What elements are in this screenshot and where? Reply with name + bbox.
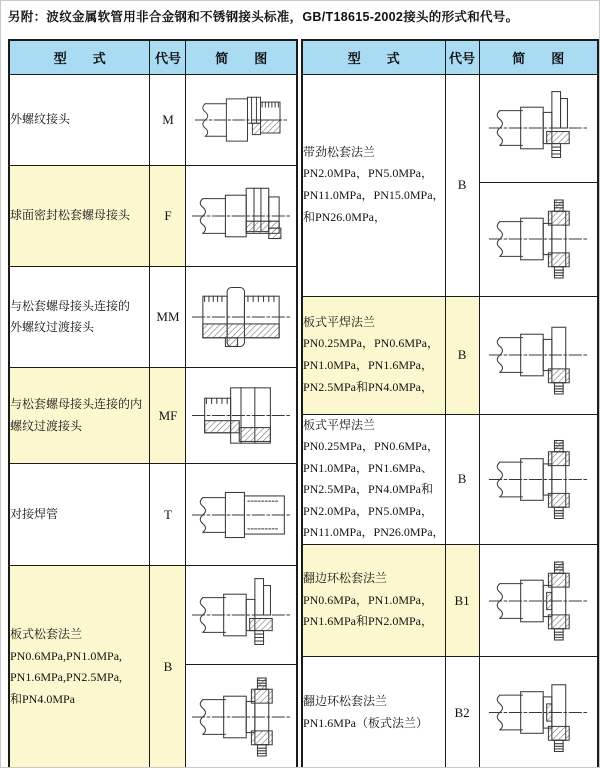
type-line: PN11.0MPa，PN26.0MPa，: [302, 525, 445, 540]
diagram-cell: [186, 664, 297, 768]
table-row: [9, 165, 297, 266]
diagram-lapped-collar-flange: [486, 551, 590, 651]
table-row: [302, 414, 598, 545]
diagram-plate-loose-flange: [189, 572, 293, 658]
fitting-table-left: [8, 39, 298, 768]
column-header-code: 代号: [445, 40, 479, 74]
type-line: 板式松套法兰: [10, 626, 83, 641]
diagram-cell: [186, 165, 297, 266]
type-cell: [9, 565, 150, 768]
type-line: PN1.0MPa，PN1.6MPa、: [302, 460, 433, 475]
diagram-butt-weld-pipe: [189, 471, 293, 559]
code-cell: T: [150, 464, 186, 565]
type-line: 翻边环松套法兰: [302, 694, 387, 709]
table-row: [9, 267, 297, 368]
type-line: PN1.0MPa，PN1.6MPa，: [302, 358, 433, 372]
diagram-cell: [186, 267, 297, 368]
type-line: PN0.6MPa，PN1.0MPa，: [302, 592, 433, 607]
code-cell: M: [150, 74, 186, 165]
diagram-cell: [186, 565, 297, 664]
type-cell: [9, 165, 150, 266]
diagram-cell: [186, 464, 297, 565]
type-line: 外螺纹过渡接头: [10, 320, 95, 335]
diagram-plate-loose-flange-bolted: [189, 671, 293, 763]
code-cell: MF: [150, 368, 186, 464]
type-line: 板式平焊法兰: [302, 417, 375, 432]
table-row: [9, 464, 297, 565]
diagram-plate-weld-flange: [486, 302, 590, 408]
type-cell: [9, 368, 150, 464]
diagram-cell: [479, 74, 598, 182]
type-line: PN1.6MPa（板式法兰）: [302, 715, 428, 730]
code-cell: B1: [445, 545, 479, 657]
type-cell: [9, 267, 150, 368]
type-line: PN2.5MPa，PN4.0MPa和: [302, 482, 433, 497]
header-row: [302, 40, 598, 74]
table-row: [9, 74, 297, 165]
type-line: PN0.6MPa,PN1.0MPa,: [10, 648, 123, 663]
type-line: PN2.0MPa，PN5.0MPa，: [302, 503, 433, 518]
diagram-cell: [479, 182, 598, 296]
type-cell: [302, 296, 445, 414]
diagram-cell: [479, 545, 598, 657]
code-cell: B: [445, 296, 479, 414]
column-header-diagram: 简 图: [479, 40, 598, 74]
page-caption: 另附：波纹金属软管用非合金钢和不锈钢接头标准，GB/T18615-2002接头的形式和代号。: [8, 10, 519, 24]
code-cell: MM: [150, 267, 186, 368]
type-cell: [302, 414, 445, 545]
table-row: [302, 74, 598, 182]
table-row: [302, 657, 598, 768]
column-header-type: 型 式: [302, 40, 445, 74]
diagram-union-nut-fitting: [189, 172, 293, 260]
type-line: PN1.6MPa,PN2.5MPa,: [10, 670, 123, 685]
diagram-neck-loose-flange-bolted: [486, 188, 590, 290]
type-line: 与松套螺母接头连接的: [10, 298, 131, 313]
type-line: 外螺纹接头: [10, 112, 71, 127]
diagram-plate-weld-flange-alt: [486, 423, 590, 536]
type-line: 板式平焊法兰: [302, 314, 375, 329]
type-line: 带劲松套法兰: [302, 144, 375, 159]
diagram-cell: [479, 657, 598, 768]
type-line: 与松套螺母接头连接的内: [10, 397, 143, 412]
type-line: 球面密封松套螺母接头: [10, 208, 131, 223]
type-line: 和PN4.0MPa: [10, 691, 76, 706]
fitting-table-right: [301, 39, 599, 768]
type-line: PN1.6MPa和PN2.0MPa，: [302, 614, 433, 629]
column-header-type: 型 式: [9, 40, 150, 74]
type-line: 和PN26.0MPa，: [302, 209, 386, 224]
code-cell: B2: [445, 657, 479, 768]
column-header-diagram: 简 图: [186, 40, 297, 74]
header-row: [9, 40, 297, 74]
diagram-cell: [186, 74, 297, 165]
type-line: PN0.25MPa，PN0.6MPa，: [302, 439, 439, 454]
type-cell: [302, 657, 445, 768]
table-row: [9, 368, 297, 464]
type-cell: [302, 545, 445, 657]
tables-area: [8, 39, 599, 768]
diagram-neck-loose-flange: [486, 80, 590, 176]
type-line: 螺纹过渡接头: [10, 418, 83, 433]
code-cell: B: [445, 414, 479, 545]
diagram-male-thread-fitting: [189, 81, 293, 159]
code-cell: B: [150, 565, 186, 768]
table-row: [302, 296, 598, 414]
code-cell: B: [445, 74, 479, 296]
table-row: [302, 545, 598, 657]
type-cell: [302, 74, 445, 296]
diagram-male-female-adapter: [189, 374, 293, 457]
type-line: 翻边环松套法兰: [302, 571, 387, 586]
column-header-code: 代号: [150, 40, 186, 74]
type-line: PN2.0MPa，PN5.0MPa，: [302, 166, 433, 181]
diagram-male-male-adapter: [189, 273, 293, 361]
type-line: PN0.25MPa，PN0.6MPa，: [302, 336, 439, 351]
type-cell: [9, 464, 150, 565]
type-line: PN11.0MPa，PN15.0MPa，: [302, 188, 445, 202]
diagram-cell: [479, 296, 598, 414]
type-line: PN2.5MPa和PN4.0MPa，: [302, 379, 433, 394]
code-cell: F: [150, 165, 186, 266]
type-line: 对接焊管: [10, 506, 59, 521]
diagram-cell: [479, 414, 598, 545]
diagram-cell: [186, 368, 297, 464]
diagram-lapped-collar-flange-section: [486, 662, 590, 763]
table-row: [9, 565, 297, 664]
type-cell: [9, 74, 150, 165]
